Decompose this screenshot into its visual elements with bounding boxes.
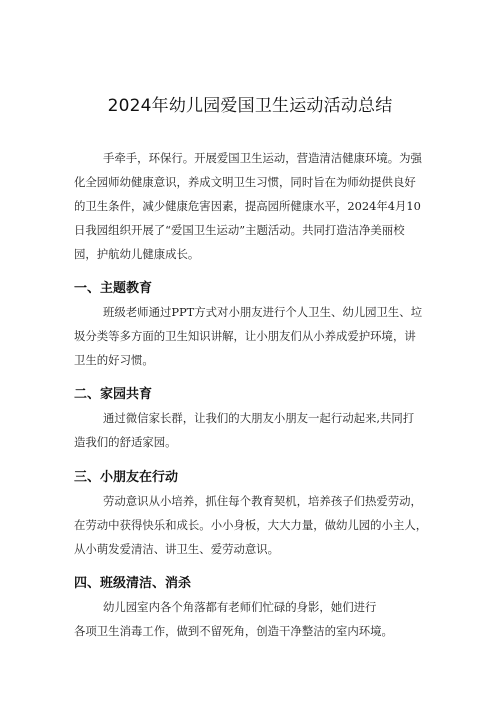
section-paragraph bbox=[0, 300, 500, 372]
intro-paragraph bbox=[0, 146, 500, 266]
paragraph-line: 圾分类等多方面的卫生知识讲解，让小朋友们从小养成爱护环境，讲 bbox=[74, 329, 416, 343]
document-title: 2024年幼儿园爱国卫生运动活动总结 bbox=[107, 96, 393, 116]
section-heading: 三、小朋友在行动 bbox=[74, 470, 179, 485]
section-paragraph bbox=[0, 489, 500, 561]
paragraph-line: 造我们的舒适家园。 bbox=[74, 435, 177, 449]
section-paragraph bbox=[0, 595, 500, 643]
paragraph-line: 日我园组织开展了“爱国卫生运动”主题活动。共同打造洁净美丽校 bbox=[74, 223, 405, 237]
paragraph-line: 手牵手，环保行。开展爱国卫生运动，营造清洁健康环境。为强 bbox=[103, 151, 422, 165]
paragraph-line: 的卫生条件，减少健康危害因素，提高园所健康水平，2024年4月10 bbox=[74, 199, 421, 213]
paragraph-line: 园，护航幼儿健康成长。 bbox=[74, 247, 200, 261]
paragraph-line: 各项卫生消毒工作，做到不留死角，创造干净整洁的室内环境。 bbox=[74, 624, 393, 638]
paragraph-line: 从小萌发爱清洁、讲卫生、爱劳动意识。 bbox=[74, 542, 280, 556]
section-paragraph bbox=[0, 406, 500, 454]
paragraph-line: 幼儿园室内各个角落都有老师们忙碌的身影，她们进行 bbox=[103, 600, 377, 614]
section-heading: 四、班级清洁、消杀 bbox=[74, 576, 192, 591]
paragraph-line: 化全园师幼健康意识，养成文明卫生习惯，同时旨在为师幼提供良好 bbox=[74, 175, 416, 189]
paragraph-line: 通过微信家长群，让我们的大朋友小朋友一起行动起来,共同打 bbox=[103, 411, 415, 425]
paragraph-line: 在劳动中获得快乐和成长。小小身板，大大力量，做幼儿园的小主人， bbox=[74, 518, 428, 532]
paragraph-line: 劳动意识从小培养，抓住每个教育契机，培养孩子们热爱劳动， bbox=[103, 494, 422, 508]
section-heading: 一、主题教育 bbox=[74, 281, 153, 296]
paragraph-line: 班级老师通过PPT方式对小朋友进行个人卫生、幼儿园卫生、垃 bbox=[103, 305, 423, 319]
paragraph-line: 卫生的好习惯。 bbox=[74, 353, 154, 367]
section-heading: 二、家园共育 bbox=[74, 387, 153, 402]
